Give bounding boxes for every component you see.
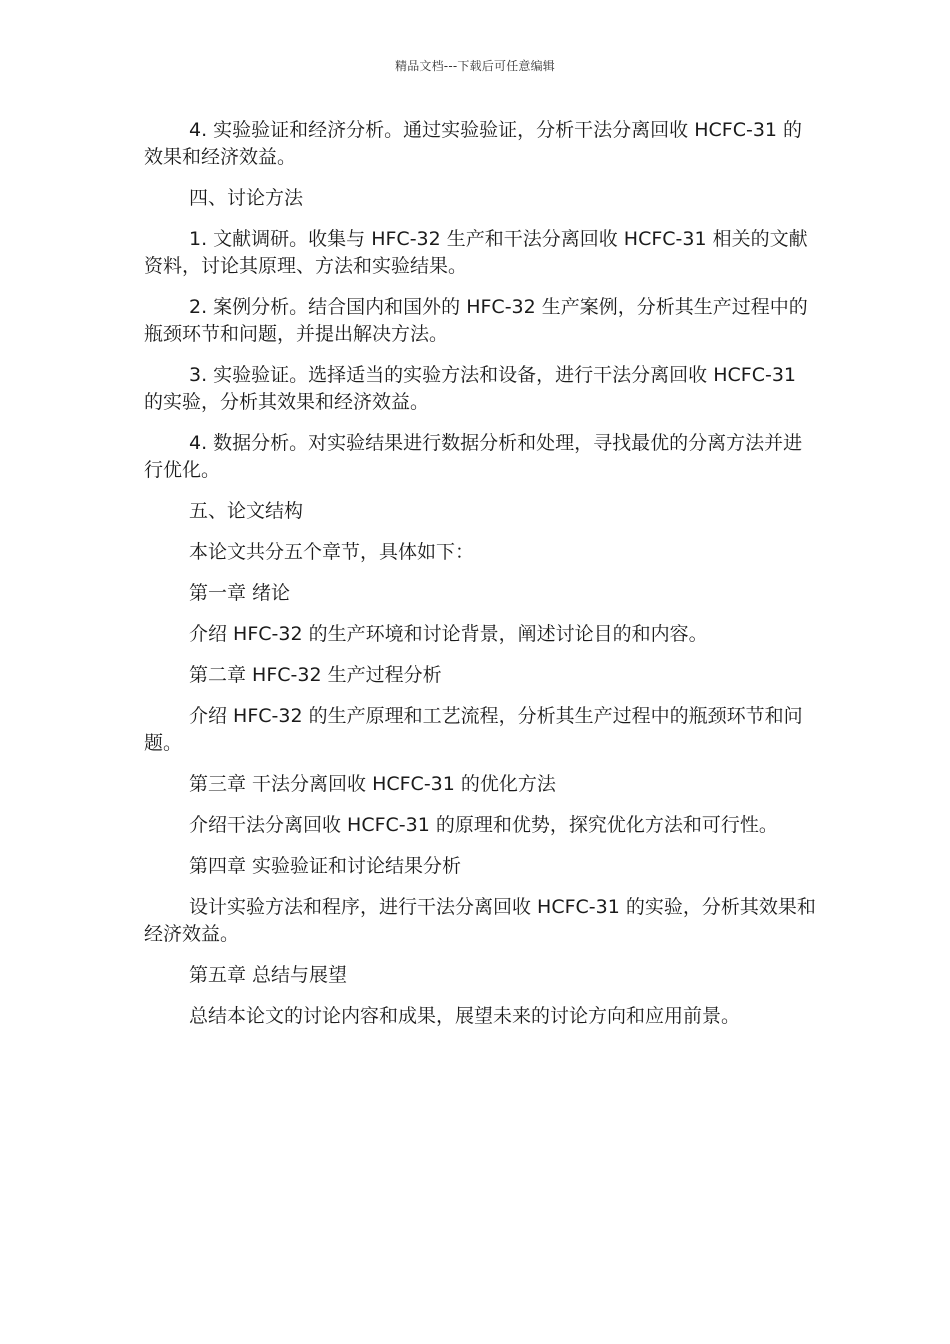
- chapter-2-description: 介绍 HFC-32 的生产原理和工艺流程，分析其生产过程中的瓶颈环节和问题。: [144, 705, 803, 754]
- paragraph-data-analysis: 4. 数据分析。对实验结果进行数据分析和处理，寻找最优的分离方法并进行优化。: [144, 432, 803, 481]
- heading-thesis-structure: 五、论文结构: [189, 500, 304, 522]
- heading-discussion-methods: 四、讨论方法: [189, 187, 304, 209]
- paragraph-experiment-validation: 3. 实验验证。选择适当的实验方法和设备，进行干法分离回收 HCFC-31 的实验，分析其效果和经济效益。: [144, 364, 796, 413]
- chapter-4-title: 第四章 实验验证和讨论结果分析: [189, 855, 462, 877]
- document-body: [144, 117, 816, 1044]
- chapter-1-title: 第一章 绪论: [189, 582, 291, 604]
- page-header: 精品文档---下载后可任意编辑: [395, 59, 555, 73]
- paragraph-literature-research: 1. 文献调研。收集与 HFC-32 生产和干法分离回收 HCFC-31 相关的文献资料，讨论其原理、方法和实验结果。: [144, 228, 808, 277]
- paragraph-case-analysis: 2. 案例分析。结合国内和国外的 HFC-32 生产案例，分析其生产过程中的瓶颈环节和问题，并提出解决方法。: [144, 296, 808, 345]
- chapter-4-description: 设计实验方法和程序，进行干法分离回收 HCFC-31 的实验，分析其效果和经济效益。: [144, 896, 816, 945]
- paragraph-experiment-economic-analysis: 4. 实验验证和经济分析。通过实验验证，分析干法分离回收 HCFC-31 的效果和经济效益。: [144, 119, 803, 168]
- chapter-5-title: 第五章 总结与展望: [189, 964, 348, 986]
- paragraph-chapter-overview: 本论文共分五个章节，具体如下：: [189, 541, 475, 563]
- chapter-2-title: 第二章 HFC-32 生产过程分析: [189, 664, 442, 686]
- chapter-3-title: 第三章 干法分离回收 HCFC-31 的优化方法: [189, 773, 556, 795]
- chapter-1-description: 介绍 HFC-32 的生产环境和讨论背景，阐述讨论目的和内容。: [189, 623, 708, 645]
- chapter-5-description: 总结本论文的讨论内容和成果，展望未来的讨论方向和应用前景。: [189, 1005, 741, 1027]
- chapter-3-description: 介绍干法分离回收 HCFC-31 的原理和优势，探究优化方法和可行性。: [189, 814, 778, 836]
